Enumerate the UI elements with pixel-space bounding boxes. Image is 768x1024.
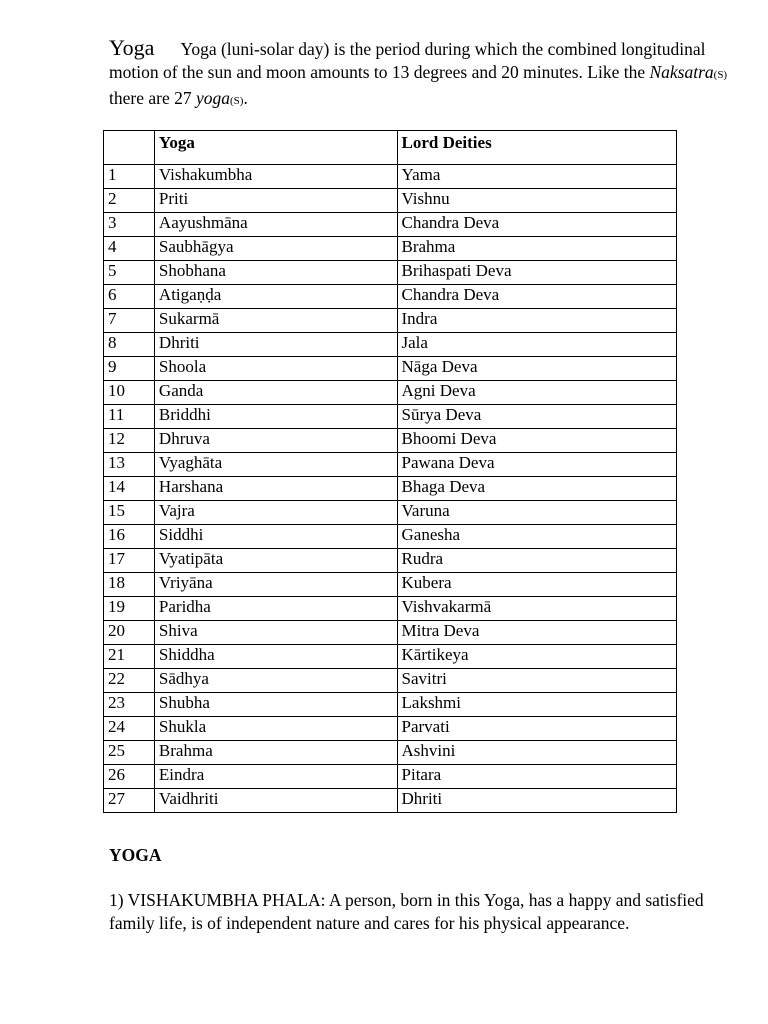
intro-paragraph [109, 36, 729, 113]
row-number: 18 [104, 573, 155, 597]
table-row [104, 525, 677, 549]
row-deity: Mitra Deva [397, 621, 676, 645]
row-deity: Nāga Deva [397, 357, 676, 381]
row-yoga: Paridha [154, 597, 397, 621]
table-row [104, 597, 677, 621]
row-number: 27 [104, 789, 155, 813]
row-yoga: Atigaṇḍa [154, 285, 397, 309]
row-number: 2 [104, 189, 155, 213]
table-row [104, 213, 677, 237]
table-row [104, 645, 677, 669]
row-yoga: Dhriti [154, 333, 397, 357]
row-deity: Varuna [397, 501, 676, 525]
row-deity: Jala [397, 333, 676, 357]
row-deity: Vishvakarmā [397, 597, 676, 621]
row-yoga: Shukla [154, 717, 397, 741]
row-number: 6 [104, 285, 155, 309]
row-number: 3 [104, 213, 155, 237]
row-deity: Brihaspati Deva [397, 261, 676, 285]
row-deity: Chandra Deva [397, 285, 676, 309]
intro-text-1: Yoga (luni-solar day) is the period during which the combined longitudinal motion of the sun and moon amounts to 13 degrees and 20 minutes. Like the [109, 39, 706, 82]
row-yoga: Aayushmāna [154, 213, 397, 237]
row-number: 13 [104, 453, 155, 477]
row-number: 7 [104, 309, 155, 333]
table-row [104, 357, 677, 381]
table-row [104, 693, 677, 717]
row-deity: Ashvini [397, 741, 676, 765]
row-number: 15 [104, 501, 155, 525]
intro-heading: Yoga [109, 35, 155, 60]
row-yoga: Priti [154, 189, 397, 213]
row-yoga: Sukarmā [154, 309, 397, 333]
row-number: 14 [104, 477, 155, 501]
table-row [104, 309, 677, 333]
row-yoga: Eindra [154, 765, 397, 789]
table-row [104, 789, 677, 813]
row-number: 26 [104, 765, 155, 789]
table-row [104, 549, 677, 573]
row-yoga: Vaidhriti [154, 789, 397, 813]
row-yoga: Shiddha [154, 645, 397, 669]
row-number: 20 [104, 621, 155, 645]
table-row [104, 765, 677, 789]
table-row [104, 189, 677, 213]
row-yoga: Brahma [154, 741, 397, 765]
table-row [104, 405, 677, 429]
row-yoga: Vyaghāta [154, 453, 397, 477]
row-deity: Chandra Deva [397, 213, 676, 237]
table-row [104, 285, 677, 309]
row-number: 22 [104, 669, 155, 693]
table-header-row [104, 131, 677, 165]
row-deity: Indra [397, 309, 676, 333]
row-yoga: Sādhya [154, 669, 397, 693]
intro-suffix-2: (S) [230, 95, 244, 107]
row-yoga: Shobhana [154, 261, 397, 285]
header-number [104, 131, 155, 165]
row-yoga: Saubhāgya [154, 237, 397, 261]
intro-text-2: there are 27 [109, 88, 196, 108]
row-number: 16 [104, 525, 155, 549]
row-yoga: Siddhi [154, 525, 397, 549]
row-deity: Ganesha [397, 525, 676, 549]
row-number: 21 [104, 645, 155, 669]
row-yoga: Vyatipāta [154, 549, 397, 573]
row-number: 9 [104, 357, 155, 381]
row-yoga: Briddhi [154, 405, 397, 429]
row-deity: Bhoomi Deva [397, 429, 676, 453]
table-row [104, 741, 677, 765]
intro-term-naksatra: Naksatra [649, 62, 714, 82]
table-row [104, 165, 677, 189]
table-row [104, 333, 677, 357]
table-row [104, 381, 677, 405]
row-yoga: Shiva [154, 621, 397, 645]
row-number: 24 [104, 717, 155, 741]
row-number: 12 [104, 429, 155, 453]
row-deity: Savitri [397, 669, 676, 693]
row-deity: Vishnu [397, 189, 676, 213]
row-yoga: Shoola [154, 357, 397, 381]
row-number: 1 [104, 165, 155, 189]
row-number: 8 [104, 333, 155, 357]
row-number: 17 [104, 549, 155, 573]
row-deity: Pitara [397, 765, 676, 789]
table-row [104, 669, 677, 693]
yoga-table [103, 130, 677, 813]
row-deity: Parvati [397, 717, 676, 741]
row-yoga: Dhruva [154, 429, 397, 453]
row-deity: Bhaga Deva [397, 477, 676, 501]
table-row [104, 501, 677, 525]
row-deity: Dhriti [397, 789, 676, 813]
row-deity: Lakshmi [397, 693, 676, 717]
row-deity: Agni Deva [397, 381, 676, 405]
row-yoga: Harshana [154, 477, 397, 501]
row-deity: Kubera [397, 573, 676, 597]
row-deity: Brahma [397, 237, 676, 261]
row-number: 4 [104, 237, 155, 261]
row-yoga: Vishakumbha [154, 165, 397, 189]
row-yoga: Shubha [154, 693, 397, 717]
table-row [104, 621, 677, 645]
table-row [104, 477, 677, 501]
table-row [104, 429, 677, 453]
row-yoga: Vajra [154, 501, 397, 525]
section-paragraph: 1) VISHAKUMBHA PHALA: A person, born in this Yoga, has a happy and satisfied family life, is of independent nature and cares for his physical appearance. [109, 890, 704, 933]
table-row [104, 453, 677, 477]
row-number: 25 [104, 741, 155, 765]
table-body [104, 165, 677, 813]
intro-suffix-1: (S) [713, 69, 728, 81]
table-row [104, 237, 677, 261]
row-deity: Pawana Deva [397, 453, 676, 477]
table-row [104, 261, 677, 285]
intro-text-3: . [243, 88, 248, 108]
row-number: 10 [104, 381, 155, 405]
row-number: 23 [104, 693, 155, 717]
row-number: 19 [104, 597, 155, 621]
header-yoga: Yoga [154, 131, 397, 165]
row-yoga: Ganda [154, 381, 397, 405]
intro-term-yoga: yoga [195, 88, 230, 108]
row-deity: Kārtikeya [397, 645, 676, 669]
table-row [104, 573, 677, 597]
table-row [104, 717, 677, 741]
row-deity: Sūrya Deva [397, 405, 676, 429]
section-title: YOGA [109, 845, 162, 865]
row-number: 5 [104, 261, 155, 285]
row-yoga: Vriyāna [154, 573, 397, 597]
row-number: 11 [104, 405, 155, 429]
row-deity: Rudra [397, 549, 676, 573]
header-lord-deities: Lord Deities [397, 131, 676, 165]
row-deity: Yama [397, 165, 676, 189]
